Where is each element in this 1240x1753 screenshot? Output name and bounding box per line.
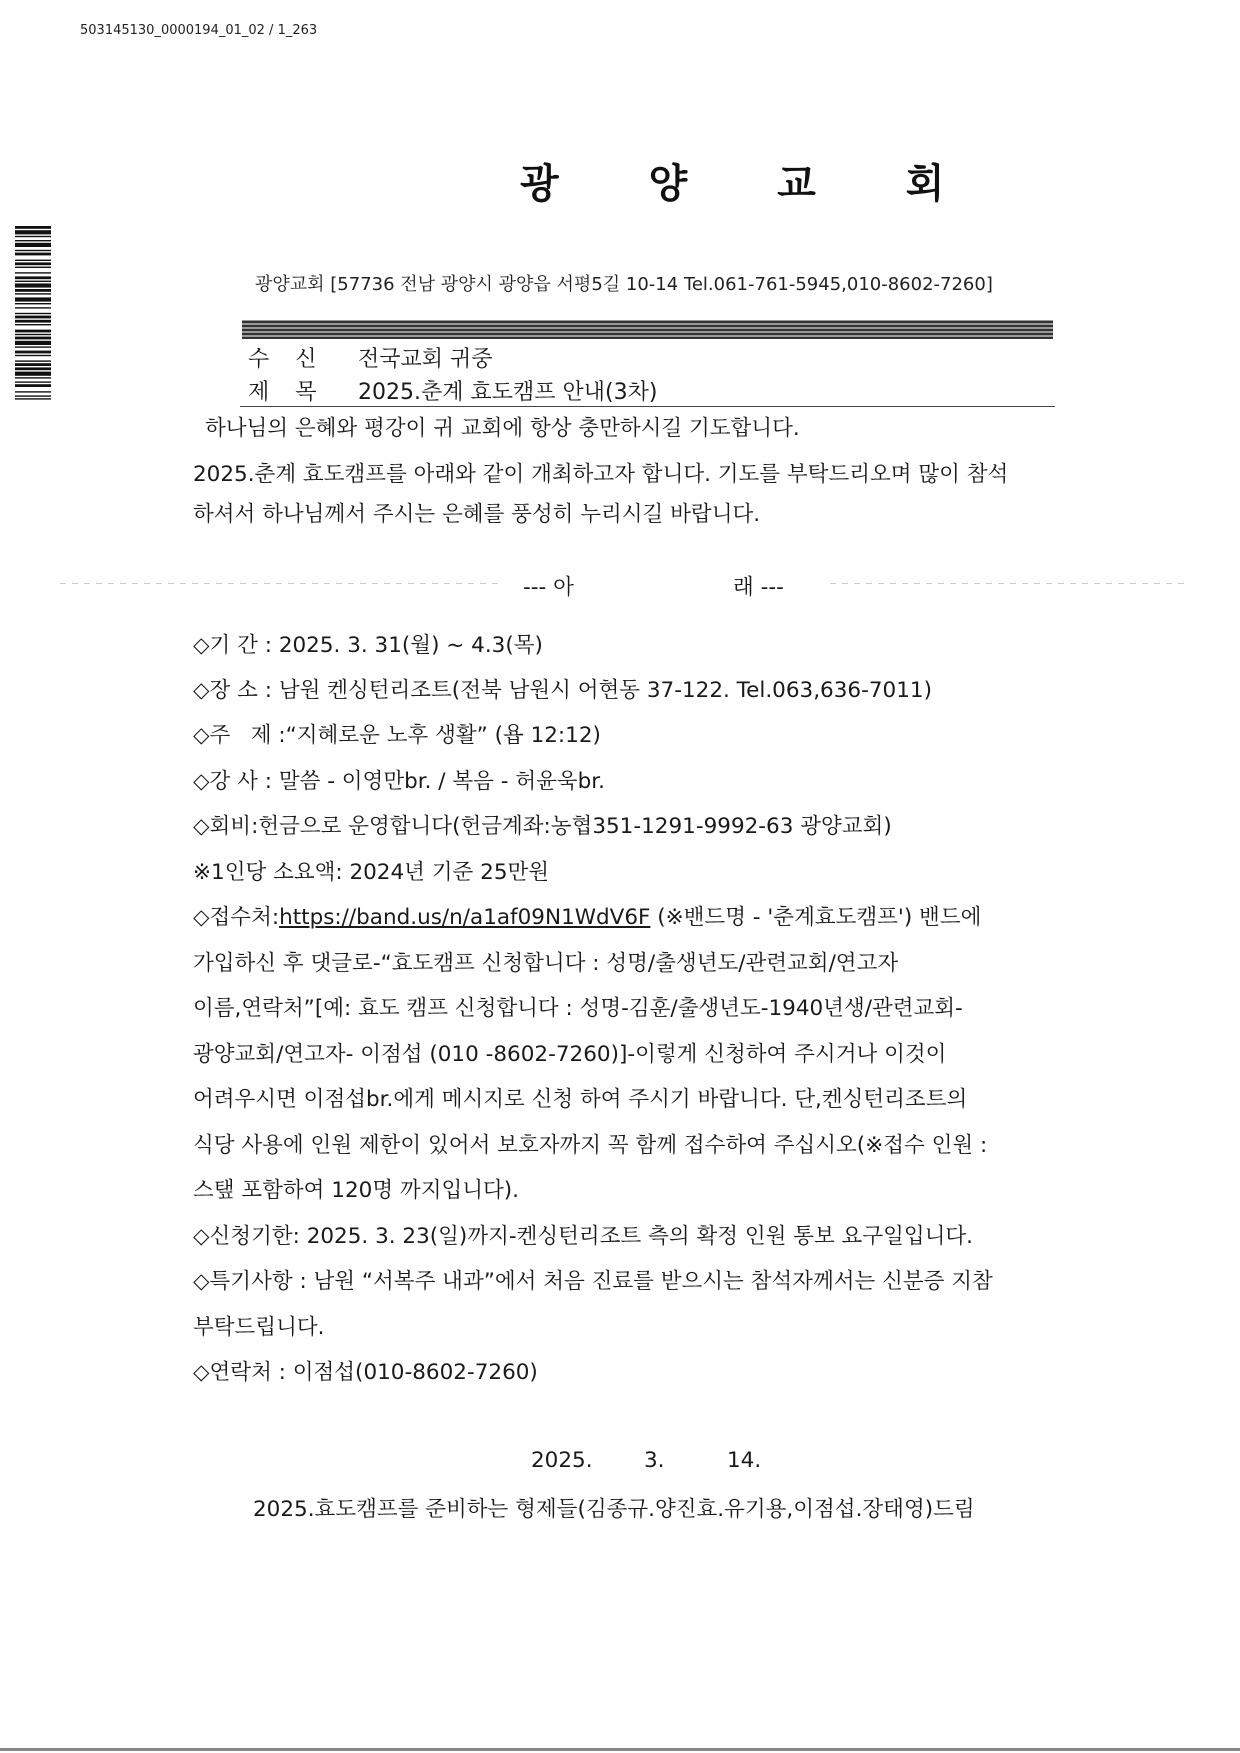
date-day: 14. — [727, 1448, 762, 1473]
date-year: 2025. — [531, 1448, 593, 1473]
closing-signature: 2025.효도캠프를 준비하는 형제들(김종규.양진효.유기용,이점섭.장태영)드림 — [253, 1497, 975, 1522]
band-link[interactable]: https://band.us/n/a1af09N1WdV6F — [279, 905, 651, 930]
greeting: 하나님의 은혜와 평강이 귀 교회에 항상 충만하시길 기도합니다. — [205, 416, 800, 441]
recipient-label: 수신 — [248, 347, 343, 372]
registration-line: 스탶 포함하여 120명 까지입니다). — [193, 1178, 519, 1203]
subject-label: 제목 — [248, 380, 343, 405]
subject-divider — [240, 406, 1055, 407]
registration-line: 식당 사용에 인원 제한이 있어서 보호자까지 꼭 함께 접수하여 주십시오(※접수 인원 : — [193, 1133, 988, 1158]
detail-cost: ※1인당 소요액: 2024년 기준 25만원 — [193, 860, 550, 885]
detail-period: ◇기 간 : 2025. 3. 31(월) ~ 4.3(목) — [193, 633, 543, 658]
header-rule — [242, 320, 1053, 339]
recipient-value: 전국교회 귀중 — [358, 347, 493, 372]
detail-notes: ◇특기사항 : 남원 “서복주 내과”에서 처음 진료를 받으시는 참석자께서는 신분증 지참 — [193, 1269, 993, 1294]
issue-date — [531, 1448, 761, 1473]
subject-value: 2025.춘계 효도캠프 안내(3차) — [358, 380, 658, 405]
registration-line: 광양교회/연고자- 이점섭 (010 -8602-7260)]-이렇게 신청하여 주시거나 이것이 — [193, 1042, 947, 1067]
section-heading-right: 래 --- — [733, 575, 784, 600]
registration-prefix: ◇접수처: — [193, 905, 280, 930]
intro-line-1: 2025.춘계 효도캠프를 아래와 같이 개최하고자 합니다. 기도를 부탁드리오며 많이 참석 — [193, 462, 1009, 487]
page-bottom-edge — [0, 1748, 1240, 1751]
faint-divider-right — [830, 583, 1190, 584]
church-address: 광양교회 [57736 전남 광양시 광양읍 서평5길 10-14 Tel.061-761-5945,010-8602-7260] — [255, 274, 993, 295]
detail-registration — [193, 900, 981, 931]
detail-contact: ◇연락처 : 이점섭(010-8602-7260) — [193, 1360, 538, 1385]
document-id: 503145130_0000194_01_02 / 1_263 — [80, 23, 318, 38]
barcode — [15, 226, 51, 514]
faint-divider-left — [60, 583, 500, 584]
detail-speakers: ◇강 사 : 말씀 - 이영만br. / 복음 - 허윤욱br. — [193, 769, 605, 794]
registration-suffix: (※밴드명 - '춘계효도캠프') 밴드에 — [650, 905, 982, 930]
intro-line-2: 하셔서 하나님께서 주시는 은혜를 풍성히 누리시길 바랍니다. — [193, 502, 761, 527]
registration-line: 이름,연락처”[예: 효도 캠프 신청합니다 : 성명-김훈/출생년도-1940년생/관련교회- — [193, 996, 963, 1021]
section-heading-left: --- 아 — [523, 575, 574, 600]
registration-line: 가입하신 후 댓글로-“효도캠프 신청합니다 : 성명/출생년도/관련교회/연고자 — [193, 951, 899, 976]
date-month: 3. — [644, 1448, 665, 1473]
detail-deadline: ◇신청기한: 2025. 3. 23(일)까지-켄싱턴리조트 측의 확정 인원 통보 요구일입니다. — [193, 1224, 974, 1249]
detail-theme: ◇주 제 :“지혜로운 노후 생활” (욥 12:12) — [193, 723, 601, 748]
detail-fee: ◇회비:헌금으로 운영합니다(헌금계좌:농협351-1291-9992-63 광양교회) — [193, 814, 892, 839]
church-title: 광 양 교 회 — [520, 161, 983, 207]
detail-notes-cont: 부탁드립니다. — [193, 1315, 325, 1340]
detail-place: ◇장 소 : 남원 켄싱턴리조트(전북 남원시 어현동 37-122. Tel.063,636-7011) — [193, 678, 932, 703]
registration-line: 어려우시면 이점섭br.에게 메시지로 신청 하여 주시기 바랍니다. 단,켄싱턴리조트의 — [193, 1087, 968, 1112]
